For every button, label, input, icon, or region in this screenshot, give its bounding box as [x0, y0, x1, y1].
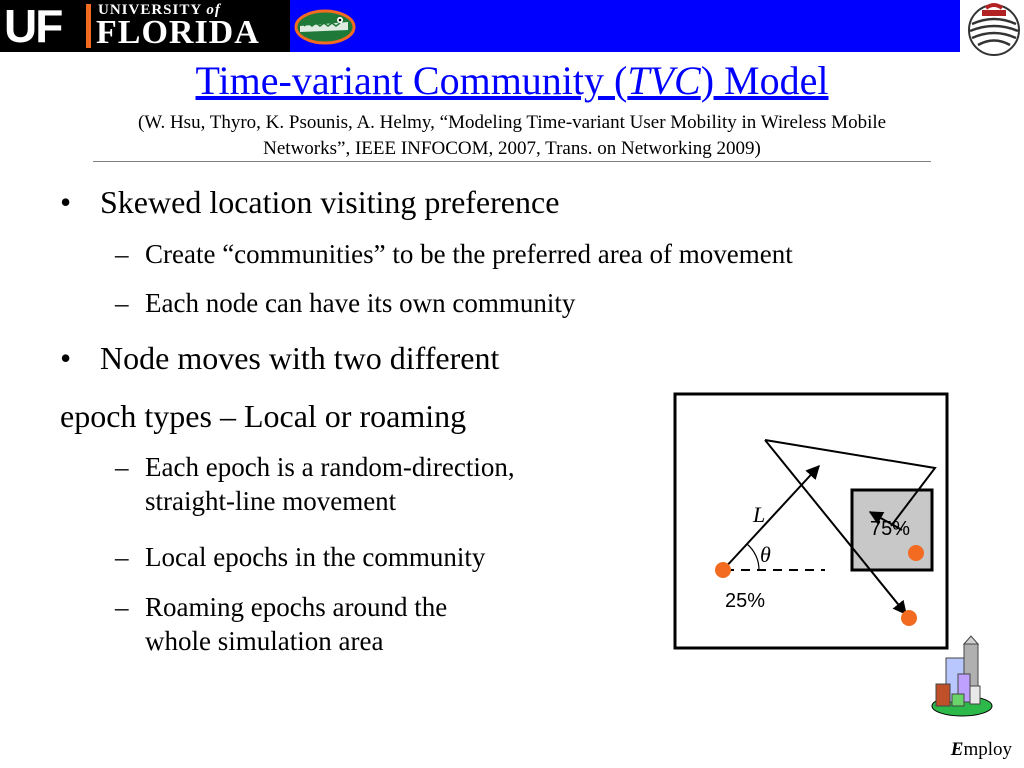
sub-bullet-local-epochs: Local epochs in the community: [145, 542, 486, 572]
sub-bullet-communities: Create “communities” to be the preferred area of movement: [145, 239, 793, 269]
dash-marker: –: [115, 592, 129, 622]
title-suffix: ) Model: [700, 58, 829, 103]
node-end: [901, 610, 917, 626]
gator-logo-icon: [292, 2, 358, 50]
label-theta: θ: [760, 542, 771, 567]
sub-bullet-own-community: Each node can have its own community: [145, 288, 576, 318]
city-icon: [930, 634, 994, 718]
footer-bold-letter: E: [950, 739, 964, 760]
sub-bullet-roaming-epochs: Roaming epochs around the whole simulation area: [145, 592, 448, 656]
footer-rest: mploy: [963, 739, 1012, 760]
label-25-percent: 25%: [725, 590, 766, 612]
node-community: [908, 545, 924, 561]
citation-line-1: (W. Hsu, Thyro, K. Psounis, A. Helmy, “Modeling Time-variant User Mobility in Wireless Mobile: [137, 112, 887, 133]
bullet-marker: •: [60, 184, 72, 220]
logo-divider: [86, 4, 91, 48]
uf-letters: UF: [4, 0, 62, 52]
label-L: L: [753, 502, 766, 527]
dash-marker: –: [115, 542, 129, 572]
university-text: UNIVERSITY of: [98, 2, 221, 18]
dash-marker: –: [115, 452, 129, 482]
bullet-epoch-types: epoch types – Local or roaming: [60, 398, 467, 434]
bullet-marker: •: [60, 340, 72, 376]
uf-logo: [0, 0, 290, 52]
bullet-node-moves: Node moves with two different: [100, 340, 500, 376]
nomads-logo-icon: [964, 0, 1024, 58]
slide-title: [0, 58, 1024, 104]
dash-marker: –: [115, 288, 129, 318]
label-75-percent: 75%: [870, 518, 911, 540]
footer-employ: [951, 738, 1012, 762]
florida-text: FLORIDA: [96, 14, 260, 51]
dash-marker: –: [115, 239, 129, 269]
bullet-skewed: Skewed location visiting preference: [100, 184, 560, 220]
citation: [40, 110, 984, 162]
mobility-diagram: [673, 392, 949, 650]
node-start: [715, 562, 731, 578]
title-rule: [93, 161, 931, 162]
title-italic: TVC: [627, 58, 701, 103]
citation-line-2: Networks”, IEEE INFOCOM, 2007, Trans. on Networking 2009): [263, 138, 761, 159]
sub-bullet-random-direction: Each epoch is a random-direction, straight-line movement: [145, 452, 515, 516]
title-prefix: Time-variant Community (: [195, 58, 628, 103]
